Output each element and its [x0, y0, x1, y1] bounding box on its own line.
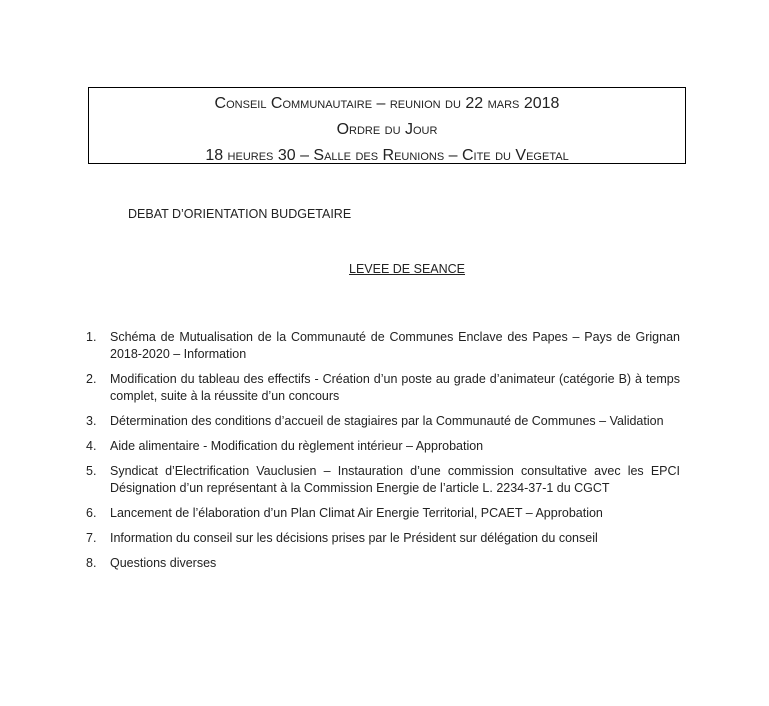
agenda-item: [86, 463, 680, 497]
agenda-item-number: 6.: [86, 506, 97, 520]
agenda-item-number: 2.: [86, 372, 97, 386]
agenda-item-text: Aide alimentaire - Modification du règlement intérieur – Approbation: [110, 439, 484, 453]
agenda-item-number: 4.: [86, 439, 97, 453]
debat-heading: DEBAT D’ORIENTATION BUDGETAIRE: [128, 207, 352, 221]
agenda-item: [86, 413, 680, 430]
agenda-item-text: Détermination des conditions d’accueil de stagiaires par la Communauté de Communes – Validation: [110, 414, 664, 428]
agenda-header-box: [88, 87, 686, 164]
agenda-item-number: 3.: [86, 414, 97, 428]
agenda-item: [86, 530, 680, 547]
header-time-location: 18 heures 30 – Salle des Reunions – Cite du Vegetal: [205, 147, 569, 164]
agenda-item: [86, 505, 680, 522]
agenda-item: [86, 438, 680, 455]
agenda-list: [86, 329, 680, 580]
agenda-item-text: Syndicat d’Electrification Vauclusien – Instauration d’une commission consultative avec les EPCI Désignation d’un représentant à la Commission Energie de l’article L. 2234-37-1 du CGCT: [110, 464, 680, 495]
agenda-item-number: 5.: [86, 464, 97, 478]
header-subtitle: Ordre du Jour: [336, 121, 438, 138]
agenda-item: [86, 329, 680, 363]
agenda-item-number: 8.: [86, 556, 97, 570]
agenda-item: [86, 371, 680, 405]
levee-heading: LEVEE DE SEANCE: [349, 262, 466, 276]
agenda-item-number: 7.: [86, 531, 97, 545]
agenda-item-text: Modification du tableau des effectifs - Création d’un poste au grade d’animateur (catégorie B) à temps complet, suite à la réussite d’un concours: [110, 372, 680, 403]
agenda-item-text: Schéma de Mutualisation de la Communauté de Communes Enclave des Papes – Pays de Grignan 2018-2020 – Information: [110, 330, 680, 361]
agenda-item: [86, 555, 680, 572]
agenda-item-text: Lancement de l’élaboration d’un Plan Climat Air Energie Territorial, PCAET – Approbation: [110, 506, 603, 520]
header-title: Conseil Communautaire – reunion du 22 mars 2018: [214, 95, 560, 112]
agenda-item-number: 1.: [86, 330, 97, 344]
agenda-item-text: Questions diverses: [110, 556, 217, 570]
agenda-item-text: Information du conseil sur les décisions prises par le Président sur délégation du conseil: [110, 531, 598, 545]
